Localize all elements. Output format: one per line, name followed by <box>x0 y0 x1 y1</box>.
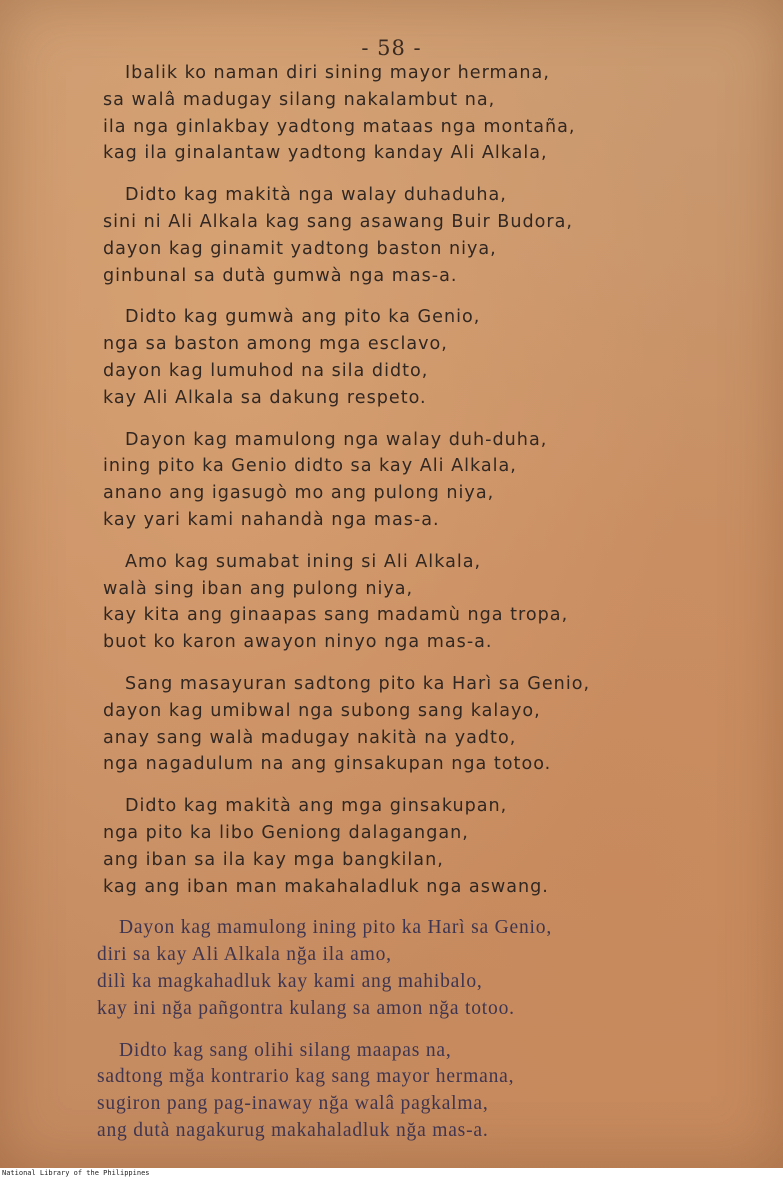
verse-line: diri sa kay Ali Alkala nğa ila amo, <box>97 944 392 966</box>
page-number: - 58 - <box>361 36 422 60</box>
stanza <box>0 304 783 411</box>
verse-line: ila nga ginlakbay yadtong mataas nga montaña, <box>103 116 576 137</box>
verse-line: Amo kag sumabat ining si Ali Alkala, <box>125 551 482 572</box>
verse-line: ang iban sa ila kay mga bangkilan, <box>103 849 444 870</box>
verse-line: Didto kag sang olihi silang maapas na, <box>119 1039 452 1061</box>
verse-line: nga pito ka libo Geniong dalagangan, <box>103 822 469 843</box>
verse-line: Dayon kag mamulong ining pito ka Harì sa Genio, <box>119 917 553 939</box>
verse-line: dilì ka magkahadluk kay kami ang mahibalo, <box>97 970 483 992</box>
verse-line: ginbunal sa dutà gumwà nga mas-a. <box>103 265 458 286</box>
verse-line: sa walâ madugay silang nakalambut na, <box>103 89 496 110</box>
verse-line: sini ni Ali Alkala kag sang asawang Buir Budora, <box>103 211 573 232</box>
verse-line: kay yari kami nahandà nga mas-a. <box>103 509 440 530</box>
verse-line: ang dutà nagakurug makahaladluk nğa mas-a. <box>97 1119 489 1141</box>
verse-line: buot ko karon awayon ninyo nga mas-a. <box>103 632 493 653</box>
verse-line: kay Ali Alkala sa dakung respeto. <box>103 387 427 408</box>
stanza <box>0 60 783 167</box>
verse-line: anano ang igasugò mo ang pulong niya, <box>103 483 495 504</box>
verse-line: Ibalik ko naman diri sining mayor hermana, <box>125 63 550 83</box>
verse-line: walà sing iban ang pulong niya, <box>103 578 414 599</box>
stanza <box>0 549 783 656</box>
stanza <box>0 671 783 778</box>
verse-line: anay sang walà madugay nakità na yadto, <box>103 727 517 748</box>
verse-line: kay ini nğa pañgontra kulang sa amon nğa totoo. <box>97 997 515 1019</box>
verse-line: Didto kag makità nga walay duhaduha, <box>125 185 507 206</box>
verse-line: kag ila ginalantaw yadtong kanday Ali Alkala, <box>103 143 548 164</box>
verse-line: Sang masayuran sadtong pito ka Harì sa Genio, <box>125 673 591 694</box>
verse-line: ining pito ka Genio didto sa kay Ali Alkala, <box>103 456 517 477</box>
verse-line: kay kita ang ginaapas sang madamù nga tropa, <box>103 605 569 626</box>
verse-line: kag ang iban man makahaladluk nga aswang. <box>103 876 549 897</box>
poem-body <box>0 60 783 1145</box>
verse-line: sadtong mğa kontrario kag sang mayor hermana, <box>97 1066 515 1088</box>
stanza <box>0 1038 783 1145</box>
verse-line: dayon kag umibwal nga subong sang kalayo, <box>103 700 541 721</box>
verse-line: Didto kag gumwà ang pito ka Genio, <box>125 307 481 328</box>
verse-line: nga sa baston among mga esclavo, <box>103 334 448 355</box>
verse-line: Dayon kag mamulong nga walay duh-duha, <box>125 429 548 450</box>
verse-line: sugiron pang pag-inaway nğa walâ pagkalma, <box>97 1093 489 1115</box>
stanza <box>0 915 783 1022</box>
verse-line: dayon kag lumuhod na sila didto, <box>103 360 429 381</box>
footer-credit: National Library of the Philippines <box>2 1169 150 1177</box>
verse-line: nga nagadulum na ang ginsakupan nga totoo. <box>103 754 552 775</box>
stanza <box>0 182 783 289</box>
verse-line: dayon kag ginamit yadtong baston niya, <box>103 238 497 259</box>
verse-line: Didto kag makità ang mga ginsakupan, <box>125 796 508 817</box>
stanza <box>0 793 783 900</box>
stanza <box>0 427 783 534</box>
footer-bar <box>0 1168 783 1178</box>
